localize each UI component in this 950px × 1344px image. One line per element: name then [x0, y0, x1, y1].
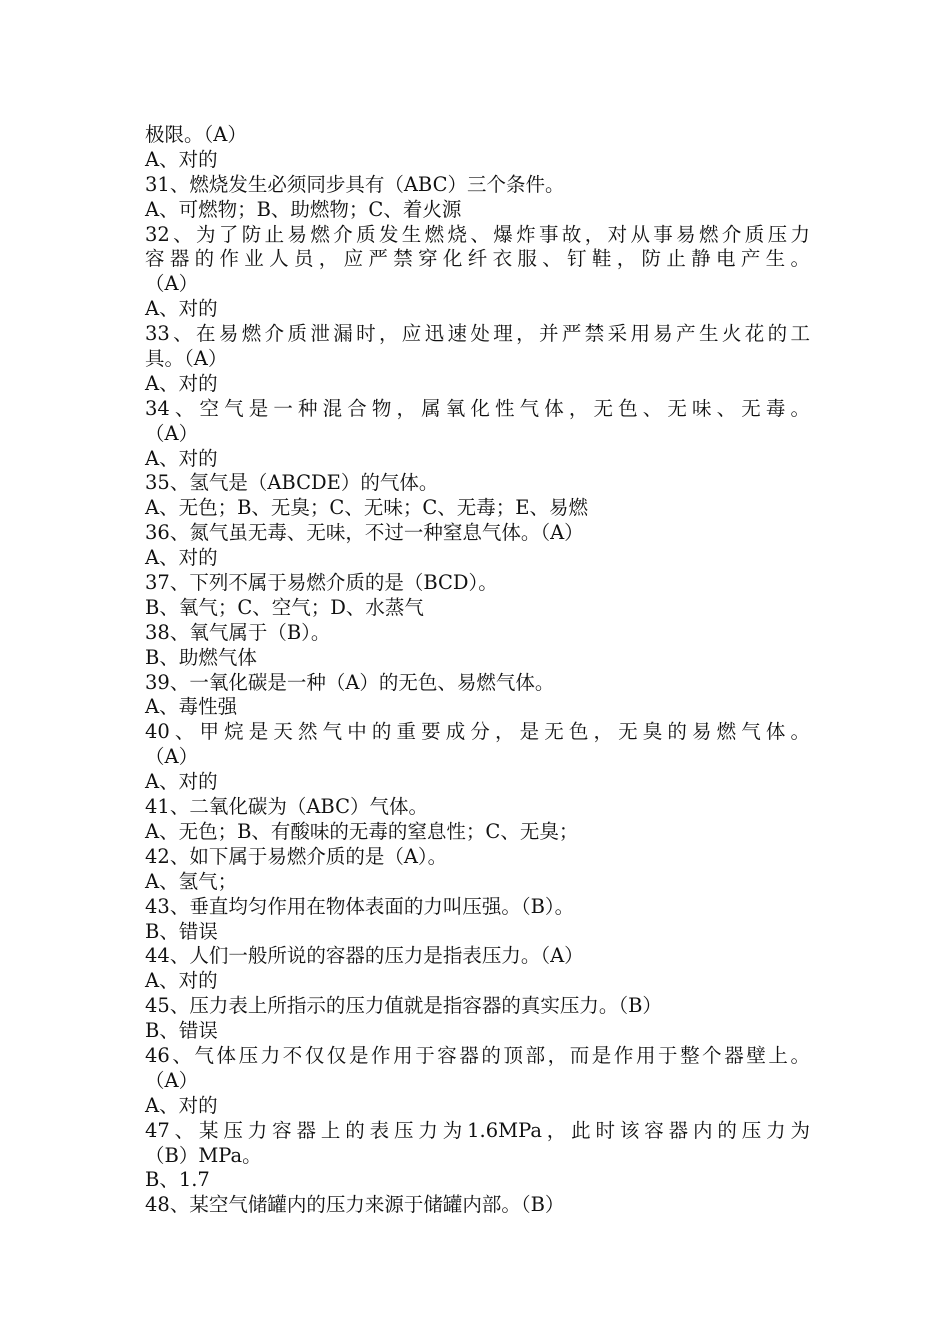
text-line: 37、下列不属于易燃介质的是（BCD）。: [145, 571, 498, 595]
text-line: 45、压力表上所指示的压力值就是指容器的真实压力。（B）: [145, 994, 662, 1018]
text-line: 32、为了防止易燃介质发生燃烧、爆炸事故，对从事易燃介质压力: [145, 222, 810, 246]
text-line: 34、空气是一种混合物，属氧化性气体，无色、无味、无毒。: [145, 396, 810, 420]
text-line: A、对的: [145, 770, 218, 794]
text-line: A、可燃物；B、助燃物；C、着火源: [145, 197, 462, 221]
text-line: A、无色；B、有酸味的无毒的窒息性；C、无臭；: [145, 819, 579, 843]
text-line: A、对的: [145, 546, 218, 570]
text-line: A、毒性强: [145, 695, 238, 719]
text-line: 38、氧气属于（B）。: [145, 620, 331, 644]
text-line: （A）: [145, 421, 199, 445]
text-line: A、对的: [145, 371, 218, 395]
text-line: 46、气体压力不仅仅是作用于容器的顶部，而是作用于整个器壁上。: [145, 1043, 810, 1067]
text-line: （B）MPa。: [145, 1143, 262, 1167]
text-line: （A）: [145, 745, 199, 769]
text-line: 39、一氧化碳是一种（A）的无色、易燃气体。: [145, 670, 555, 694]
text-line: 容器的作业人员，应严禁穿化纤衣服、钉鞋，防止静电产生。: [145, 247, 810, 271]
text-line: 44、人们一般所说的容器的压力是指表压力。（A）: [145, 944, 584, 968]
text-line: 35、氢气是（ABCDE）的气体。: [145, 471, 439, 495]
text-line: A、无色；B、无臭；C、无味；C、无毒；E、易燃: [145, 496, 588, 520]
text-line: 极限。（A）: [145, 123, 247, 146]
text-line: B、错误: [145, 1019, 218, 1043]
text-line: 48、某空气储罐内的压力来源于储罐内部。（B）: [145, 1193, 565, 1217]
text-line: 43、垂直均匀作用在物体表面的力叫压强。（B）。: [145, 894, 575, 918]
text-line: A、对的: [145, 969, 218, 993]
text-line: A、对的: [145, 147, 218, 171]
text-line: B、氧气；C、空气；D、水蒸气: [145, 595, 424, 619]
text-line: B、助燃气体: [145, 645, 257, 669]
document-body: [145, 123, 825, 1218]
text-line: 47、某压力容器上的表压力为1.6MPa，此时该容器内的压力为: [145, 1118, 810, 1142]
text-line: 具。（A）: [145, 347, 228, 371]
text-line: （A）: [145, 272, 199, 296]
text-line: A、氢气；: [145, 869, 238, 893]
text-line: （A）: [145, 1068, 199, 1092]
text-line: 42、如下属于易燃介质的是（A）。: [145, 844, 448, 868]
text-line: A、对的: [145, 297, 218, 321]
text-line: B、1.7: [145, 1168, 210, 1192]
text-line: A、对的: [145, 446, 218, 470]
text-line: 36、氮气虽无毒、无味，不过一种窒息气体。（A）: [145, 521, 584, 545]
text-line: 40、甲烷是天然气中的重要成分，是无色，无臭的易燃气体。: [145, 720, 810, 744]
text-line: 41、二氧化碳为（ABC）气体。: [145, 795, 429, 819]
text-line: 33、在易燃介质泄漏时，应迅速处理，并严禁采用易产生火花的工: [145, 322, 810, 346]
text-line: 31、燃烧发生必须同步具有（ABC）三个条件。: [145, 172, 565, 196]
text-line: A、对的: [145, 1093, 218, 1117]
text-line: B、错误: [145, 919, 218, 943]
